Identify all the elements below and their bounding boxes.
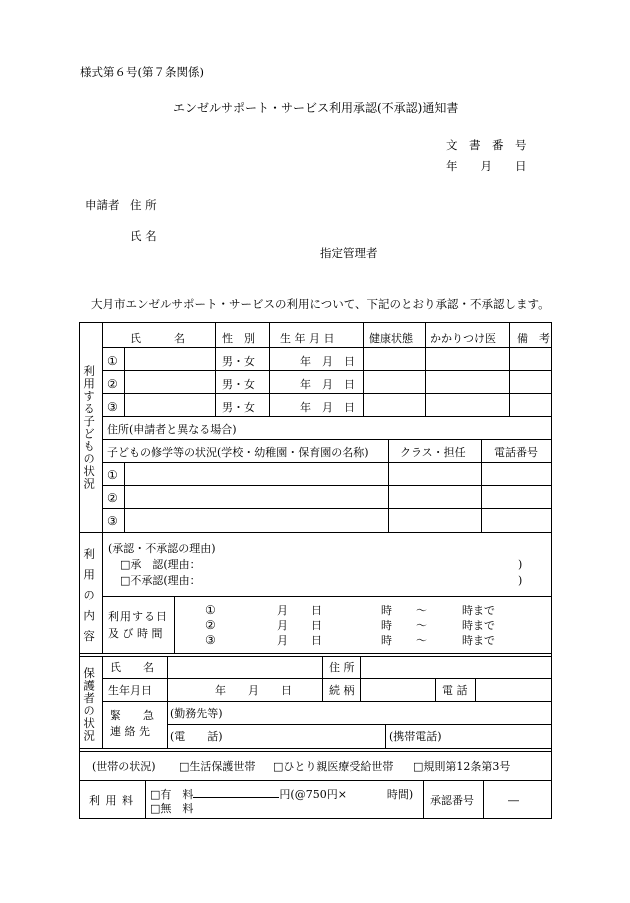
applicant-name-label: 氏 名 xyxy=(130,229,157,243)
divider xyxy=(102,508,551,509)
child-sex-options: 男・女 xyxy=(222,378,255,391)
time-day: 日 xyxy=(311,619,322,632)
header-birthdate: 生 年 月 日 xyxy=(280,332,335,345)
fee-rate: 円(@750円× xyxy=(279,788,347,801)
time-month: 月 xyxy=(277,619,288,632)
time-month: 月 xyxy=(277,604,288,617)
time-start: 時 xyxy=(381,634,392,647)
divider xyxy=(509,323,510,416)
approval-number-value: ― xyxy=(508,794,519,807)
divider xyxy=(174,596,175,653)
header-notes: 備 考 xyxy=(517,332,550,345)
notice-form-table xyxy=(79,322,552,819)
emergency-label: 連 絡 先 xyxy=(110,725,150,738)
divider xyxy=(80,751,551,752)
divider xyxy=(167,656,168,748)
time-until: 時まで xyxy=(462,604,495,617)
divider xyxy=(80,532,551,533)
divider xyxy=(269,323,270,416)
divider xyxy=(215,323,216,416)
divider xyxy=(483,780,484,818)
time-row-number: ③ xyxy=(205,633,216,647)
child-row-number: ③ xyxy=(107,400,118,414)
emergency-label: 緊 急 xyxy=(110,709,154,722)
divider xyxy=(385,724,386,748)
header-sex: 性 別 xyxy=(222,332,255,345)
guardian-section-label: 保護者の状況 xyxy=(82,667,97,742)
divider xyxy=(102,532,103,653)
time-start: 時 xyxy=(381,604,392,617)
divider xyxy=(167,724,551,725)
time-tilde: ～ xyxy=(416,634,427,647)
emergency-tel-label: (電 話) xyxy=(170,730,223,743)
child-birthdate: 年 月 日 xyxy=(300,355,355,368)
document-number-label: 文 書 番 号 xyxy=(446,138,527,152)
divider xyxy=(435,678,436,701)
approve-reason-close: ) xyxy=(518,558,523,571)
child-birthdate: 年 月 日 xyxy=(300,378,355,391)
divider xyxy=(102,596,551,597)
fee-paid-row xyxy=(150,787,413,800)
fee-free-checkbox[interactable]: □無 料 xyxy=(150,802,194,815)
child-row-number: ① xyxy=(107,354,118,368)
divider xyxy=(102,439,551,440)
divider xyxy=(102,416,551,417)
divider xyxy=(80,656,551,657)
workplace-label: (勤務先等) xyxy=(170,707,223,720)
time-tilde: ～ xyxy=(416,604,427,617)
child-address-label: 住所(申請者と異なる場合) xyxy=(107,423,237,436)
divider xyxy=(145,780,146,818)
datetime-label: 利用する日 xyxy=(108,610,168,623)
reject-checkbox[interactable]: □不承認(理由： xyxy=(120,574,201,587)
child-birthdate: 年 月 日 xyxy=(300,401,355,414)
time-until: 時まで xyxy=(462,619,495,632)
guardian-address-label: 住 所 xyxy=(329,661,355,674)
child-sex-options: 男・女 xyxy=(222,355,255,368)
school-phone-header: 電話番号 xyxy=(494,446,538,459)
datetime-label: 及 び 時 間 xyxy=(108,627,163,640)
divider xyxy=(102,347,551,348)
guardian-name-label: 氏 名 xyxy=(110,661,154,674)
divider xyxy=(102,393,551,394)
divider xyxy=(124,462,125,532)
divider xyxy=(124,347,125,416)
divider xyxy=(425,323,426,416)
household-single-parent-checkbox[interactable]: □ひとり親医療受給世帯 xyxy=(273,760,394,773)
divider xyxy=(322,656,323,701)
time-month: 月 xyxy=(277,634,288,647)
form-number: 様式第６号(第７条関係) xyxy=(80,65,204,79)
fee-hours: 時間) xyxy=(386,788,414,801)
divider xyxy=(102,485,551,486)
guardian-birth-label: 生年月日 xyxy=(108,684,152,697)
children-section-label: 利用する子どもの状況 xyxy=(82,365,97,490)
divider xyxy=(80,748,551,749)
applicant-label: 申請者 xyxy=(85,198,120,212)
divider xyxy=(102,656,103,748)
divider xyxy=(360,656,361,701)
divider xyxy=(102,370,551,371)
school-row-number: ① xyxy=(107,468,118,482)
usage-section-label: 利用の内容 xyxy=(82,548,97,651)
divider xyxy=(102,678,551,679)
guardian-phone-label: 電 話 xyxy=(442,684,468,697)
time-row-number: ① xyxy=(205,603,216,617)
divider xyxy=(102,701,551,702)
time-day: 日 xyxy=(311,604,322,617)
school-row-number: ② xyxy=(107,491,118,505)
fee-paid-checkbox[interactable]: □有 料 xyxy=(150,788,194,801)
header-health: 健康状態 xyxy=(369,332,413,345)
time-start: 時 xyxy=(381,619,392,632)
household-label: (世帯の状況) xyxy=(92,760,156,773)
applicant-address-label: 住 所 xyxy=(130,198,157,212)
child-row-number: ② xyxy=(107,377,118,391)
guardian-birthdate: 年 月 日 xyxy=(215,684,292,697)
intro-text: 大月市エンゼルサポート・サービスの利用について、下記のとおり承認・不承認します。 xyxy=(91,297,550,311)
guardian-relation-label: 続 柄 xyxy=(329,684,355,697)
time-day: 日 xyxy=(311,634,322,647)
fee-label: 利 用 料 xyxy=(89,794,134,807)
reject-reason-close: ) xyxy=(518,574,523,587)
date-label: 年 月 日 xyxy=(446,159,527,173)
emergency-mobile-label: (携帯電話) xyxy=(389,730,442,743)
time-tilde: ～ xyxy=(416,619,427,632)
household-rule-checkbox[interactable]: □規則第12条第3号 xyxy=(413,760,511,773)
divider xyxy=(80,780,551,781)
reason-title: (承認・不承認の理由) xyxy=(108,542,216,555)
divider xyxy=(475,678,476,701)
approve-checkbox[interactable]: □承 認(理由： xyxy=(120,558,201,571)
designated-manager-label: 指定管理者 xyxy=(320,246,378,260)
child-sex-options: 男・女 xyxy=(222,401,255,414)
divider xyxy=(388,439,389,532)
divider xyxy=(363,323,364,416)
time-until: 時まで xyxy=(462,634,495,647)
class-teacher-header: クラス・担任 xyxy=(400,446,466,459)
divider xyxy=(423,780,424,818)
divider xyxy=(102,323,103,532)
header-doctor: かかりつけ医 xyxy=(430,332,496,345)
household-welfare-checkbox[interactable]: □生活保護世帯 xyxy=(179,760,256,773)
time-row-number: ② xyxy=(205,618,216,632)
school-status-header: 子どもの修学等の状況(学校・幼稚園・保育園の名称) xyxy=(107,446,369,459)
divider xyxy=(481,439,482,532)
approval-number-label: 承認番号 xyxy=(430,794,474,807)
fee-amount-line xyxy=(193,787,279,798)
divider xyxy=(80,653,551,654)
divider xyxy=(102,462,551,463)
school-row-number: ③ xyxy=(107,514,118,528)
header-name: 氏 名 xyxy=(130,332,185,345)
document-title: エンゼルサポート・サービス利用承認(不承認)通知書 xyxy=(173,101,459,115)
